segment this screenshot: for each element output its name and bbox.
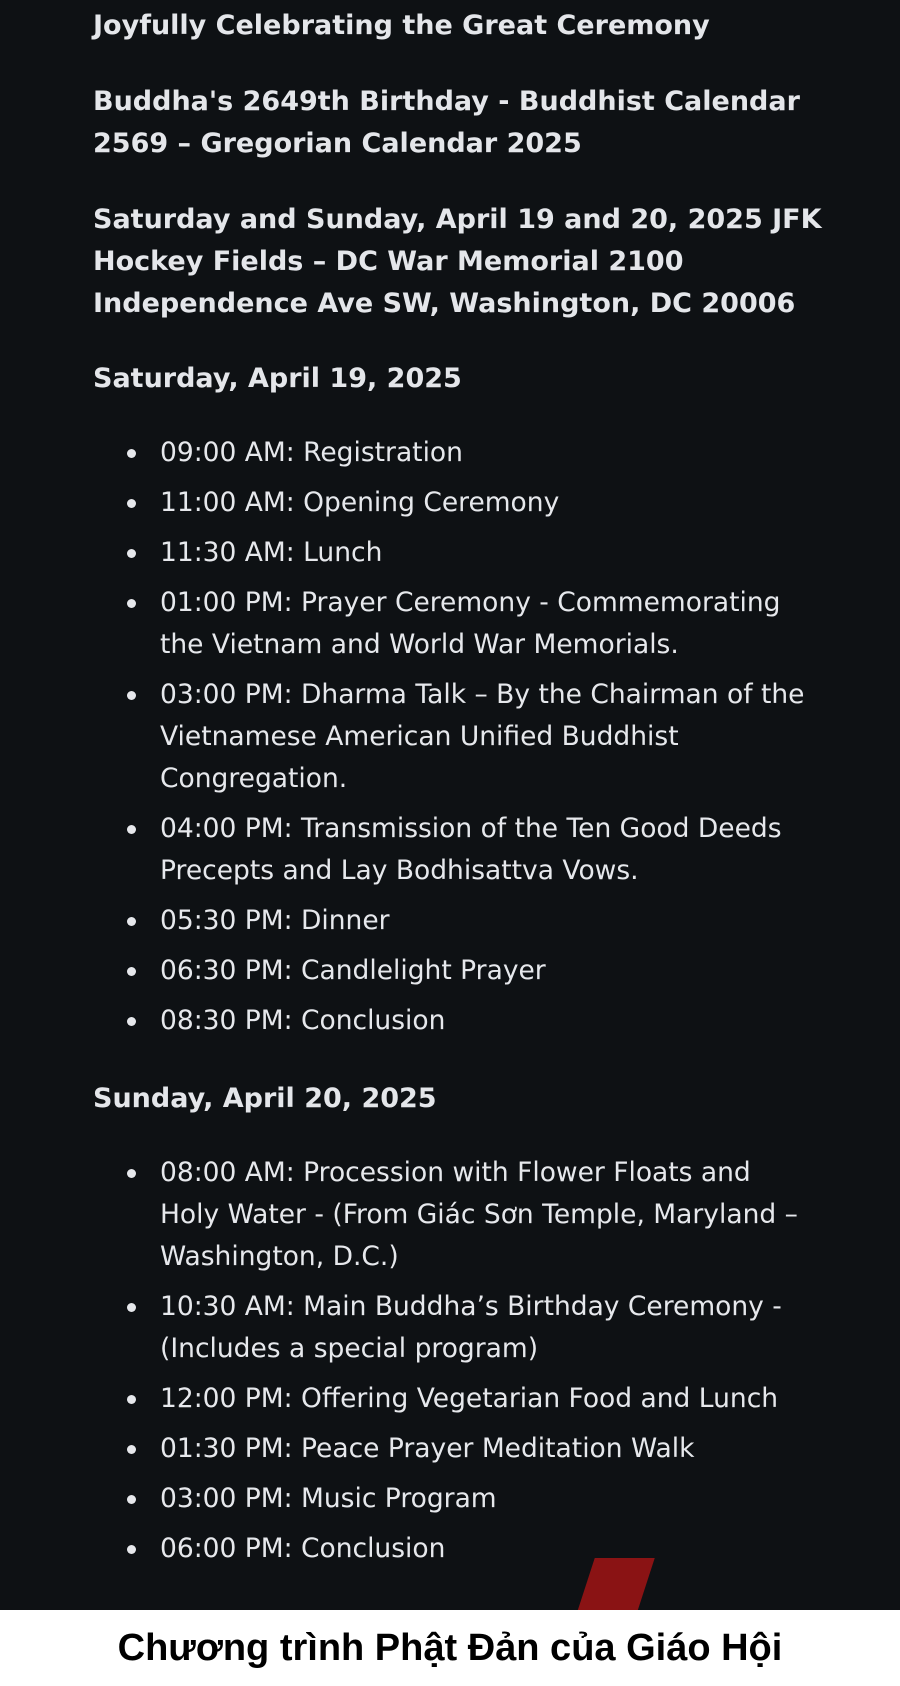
day-heading-sunday bbox=[93, 1078, 853, 1120]
event-location-line: Saturday and Sunday, April 19 and 20, 2025 JFK bbox=[93, 204, 822, 235]
list-item-line: Washington, D.C.) bbox=[160, 1241, 399, 1272]
list-item-line: Holy Water - (From Giác Sơn Temple, Maryland – bbox=[160, 1199, 798, 1230]
event-subtitle-line: Buddha's 2649th Birthday - Buddhist Calendar bbox=[93, 86, 800, 117]
list-item bbox=[0, 582, 900, 666]
list-item-line: 01:00 PM: Prayer Ceremony - Commemorating bbox=[160, 587, 781, 618]
list-item bbox=[0, 1378, 900, 1420]
list-item bbox=[0, 950, 900, 992]
list-item-line: 03:00 PM: Music Program bbox=[160, 1483, 497, 1514]
caption-banner: Chương trình Phật Đản của Giáo Hội bbox=[0, 1610, 900, 1686]
list-item-line: 05:30 PM: Dinner bbox=[160, 905, 390, 936]
list-item bbox=[0, 808, 900, 892]
list-item-line: (Includes a special program) bbox=[160, 1333, 539, 1364]
list-item bbox=[0, 1152, 900, 1278]
list-item-line: 01:30 PM: Peace Prayer Meditation Walk bbox=[160, 1433, 695, 1464]
schedule-list-saturday bbox=[0, 432, 900, 1042]
list-item-line: 03:00 PM: Dharma Talk – By the Chairman of the bbox=[160, 679, 805, 710]
list-item-line: 08:30 PM: Conclusion bbox=[160, 1005, 446, 1036]
event-title-line: Joyfully Celebrating the Great Ceremony bbox=[93, 10, 710, 41]
list-item-line: 04:00 PM: Transmission of the Ten Good Deeds bbox=[160, 813, 782, 844]
list-item bbox=[0, 432, 900, 474]
list-item-line: Precepts and Lay Bodhisattva Vows. bbox=[160, 855, 639, 886]
event-location-line: Independence Ave SW, Washington, DC 20006 bbox=[93, 288, 796, 319]
list-item-line: 06:30 PM: Candlelight Prayer bbox=[160, 955, 546, 986]
list-item-line: 12:00 PM: Offering Vegetarian Food and Lunch bbox=[160, 1383, 779, 1414]
list-item bbox=[0, 1428, 900, 1470]
list-item-line: 10:30 AM: Main Buddha’s Birthday Ceremony - bbox=[160, 1291, 782, 1322]
event-title bbox=[93, 5, 853, 47]
event-location-line: Hockey Fields – DC War Memorial 2100 bbox=[93, 246, 684, 277]
list-item bbox=[0, 1478, 900, 1520]
list-item bbox=[0, 1528, 900, 1570]
event-date-location bbox=[93, 199, 853, 325]
event-subtitle bbox=[93, 81, 853, 165]
list-item bbox=[0, 532, 900, 574]
day-heading-saturday bbox=[93, 358, 853, 400]
list-item bbox=[0, 674, 900, 800]
list-item bbox=[0, 900, 900, 942]
list-item-line: 06:00 PM: Conclusion bbox=[160, 1533, 446, 1564]
list-item-line: Vietnamese American Unified Buddhist bbox=[160, 721, 679, 752]
list-item-line: Congregation. bbox=[160, 763, 348, 794]
day-heading-text: Saturday, April 19, 2025 bbox=[93, 363, 462, 394]
schedule-list-sunday bbox=[0, 1152, 900, 1570]
list-item-line: the Vietnam and World War Memorials. bbox=[160, 629, 679, 660]
list-item-line: 08:00 AM: Procession with Flower Floats and bbox=[160, 1157, 751, 1188]
list-item bbox=[0, 1286, 900, 1370]
list-item-line: 11:30 AM: Lunch bbox=[160, 537, 383, 568]
list-item bbox=[0, 482, 900, 524]
list-item-line: 09:00 AM: Registration bbox=[160, 437, 463, 468]
list-item-line: 11:00 AM: Opening Ceremony bbox=[160, 487, 560, 518]
list-item bbox=[0, 1000, 900, 1042]
day-heading-text: Sunday, April 20, 2025 bbox=[93, 1083, 437, 1114]
event-subtitle-line: 2569 – Gregorian Calendar 2025 bbox=[93, 128, 582, 159]
